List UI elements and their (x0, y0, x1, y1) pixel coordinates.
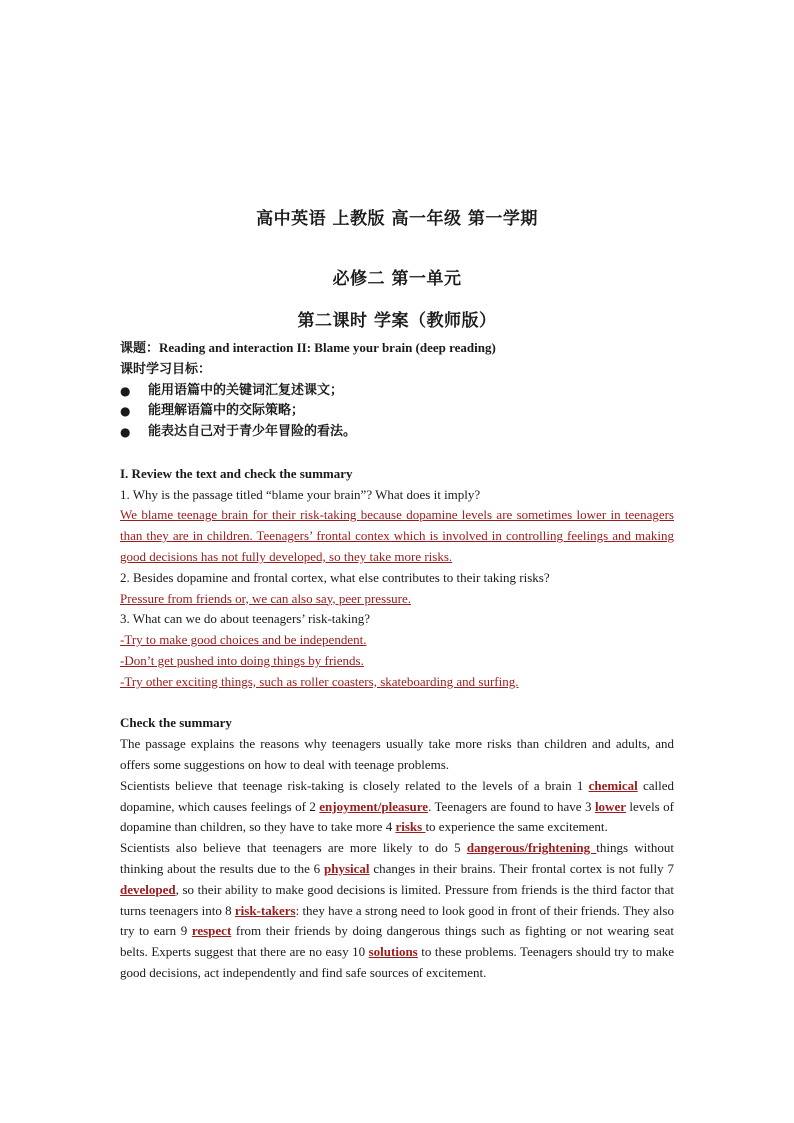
answer-3-item: -Try other exciting things, such as roller coasters, skateboarding and surfing. (120, 673, 519, 689)
summary-heading: Check the summary (120, 715, 232, 731)
question-1: 1. Why is the passage titled “blame your brain”? What does it imply? (120, 486, 481, 502)
list-item: ● 能理解语篇中的交际策略； (120, 401, 674, 422)
answer-3-item: -Don’t get pushed into doing things by friends. (120, 652, 364, 668)
bullet-icon: ● (120, 404, 131, 419)
answer-blank-8: risk-takers (234, 902, 296, 918)
answer-blank-9: respect (191, 923, 232, 939)
answer-blank-6: physical (324, 860, 370, 876)
answer-2: Pressure from friends or, we can also say, peer pressure. (120, 590, 412, 606)
question-2: 2. Besides dopamine and frontal cortex, what else contributes to their taking risks? (120, 569, 550, 585)
unit-title: 必修二 第一单元 (332, 269, 462, 289)
topic-text: Reading and interaction II: Blame your brain (deep reading) (159, 340, 496, 355)
answer-3-item: -Try to make good choices and be independent. (120, 632, 367, 648)
question-3: 3. What can we do about teenagers’ risk-taking? (120, 611, 371, 627)
answer-blank-10: solutions (368, 944, 418, 960)
list-item: ● 能表达自己对于青少年冒险的看法。 (120, 422, 674, 443)
lesson-title: 第二课时 学案（教师版） (297, 311, 497, 331)
objectives-list (120, 381, 674, 443)
document-body (120, 338, 674, 984)
answer-blank-1: chemical (588, 777, 638, 793)
list-item: ● 能用语篇中的关键词汇复述课文； (120, 381, 674, 402)
answer-blank-7: developed (120, 881, 176, 897)
lesson-topic (120, 338, 674, 360)
objectives-label: 课时学习目标： (120, 361, 212, 377)
answer-blank-2: enjoyment/pleasure (319, 798, 429, 814)
answer-blank-4: risks (395, 819, 426, 835)
bullet-icon: ● (120, 383, 131, 398)
summary-paragraph-3: Scientists also believe that teenagers are more likely to do 5 dangerous/frightening things without thinking about the results due to the 6 physical changes in their brains. Their frontal cortex is not fully 7 developed, so their ability to make good decisions is limited. Pressure from friends is the third factor that turns teenagers into 8 risk-takers: they have a strong need to look good in front of their friends. They also try to earn 9 respect from their friends by doing dangerous things such as fighting or not wearing seat belts. Experts suggest that there are no easy 10 solutions to these problems. Teenagers should try to make good decisions, act independently and find safe sources of excitement. (120, 840, 675, 980)
topic-label: 课题： (120, 341, 160, 356)
summary-paragraph-2: Scientists believe that teenage risk-taking is closely related to the levels of a brain 1 chemical called dopamine, which causes feelings of 2 enjoyment/pleasure. Teenagers are found to have 3 lower levels of dopamine than children, so they have to take more 4 risks to experience the same excitement. (120, 777, 674, 835)
document-title: 高中英语 上教版 高一年级 第一学期 (256, 209, 538, 229)
answer-1: We blame teenage brain for their risk-taking because dopamine levels are sometimes lower in teenagers than they are in children. Teenagers’ frontal contex which is involved in controlling feelings and making good decisions has not fully developed, so they take more risks. (120, 507, 674, 564)
bullet-icon: ● (120, 425, 131, 440)
summary-paragraph-1: The passage explains the reasons why teenagers usually take more risks than children and adults, and offers some suggestions on how to deal with teenage problems. (120, 736, 674, 772)
section-heading: I. Review the text and check the summary (120, 465, 353, 481)
answer-blank-3: lower (594, 798, 626, 814)
answer-blank-5: dangerous/frightening (466, 840, 597, 856)
